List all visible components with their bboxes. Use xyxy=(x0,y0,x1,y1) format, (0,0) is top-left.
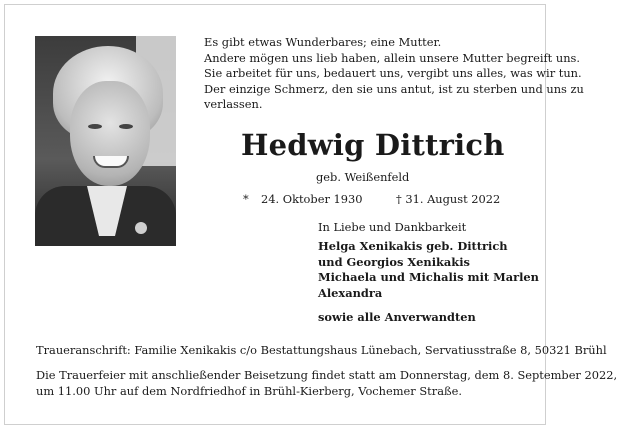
poem-line: Der einzige Schmerz, den sie uns antut, ist zu sterben und uns zu xyxy=(204,81,584,96)
birth-date xyxy=(243,192,363,208)
maiden-name: geb. Weißenfeld xyxy=(316,170,410,184)
funeral-info xyxy=(36,368,617,399)
death-date-text: 31. August 2022 xyxy=(405,192,501,206)
poem-line: Andere mögen uns lieb haben, allein unsere Mutter begreift uns. xyxy=(204,50,581,65)
family-line: Helga Xenikakis geb. Dittrich xyxy=(318,239,508,253)
family-list xyxy=(318,239,539,301)
poem-line: Es gibt etwas Wunderbares; eine Mutter. xyxy=(204,35,442,49)
poem xyxy=(204,35,584,113)
family-line: Alexandra xyxy=(318,285,383,300)
deceased-name: Hedwig Dittrich xyxy=(241,128,505,162)
love-line: In Liebe und Dankbarkeit xyxy=(318,220,467,234)
poem-line: verlassen. xyxy=(204,97,263,111)
funeral-line: um 11.00 Uhr auf dem Nordfriedhof in Brühl-Kierberg, Vochemer Straße. xyxy=(36,383,462,398)
portrait-photo xyxy=(35,36,176,242)
death-cross-icon: † xyxy=(396,192,402,206)
funeral-line: Die Trauerfeier mit anschließender Beisetzung findet statt am Donnerstag, dem 8. September 2022, xyxy=(36,368,617,382)
birth-star-icon: * xyxy=(243,192,249,206)
family-line: Michaela und Michalis mit Marlen xyxy=(318,270,539,284)
poem-line: Sie arbeitet für uns, bedauert uns, vergibt uns alles, was wir tun. xyxy=(204,66,582,80)
family-line: und Georgios Xenikakis xyxy=(318,254,470,269)
mourning-address: Traueranschrift: Familie Xenikakis c/o Bestattungshaus Lünebach, Servatiusstraße 8, 50321 Brühl xyxy=(36,343,607,357)
birth-date-text: 24. Oktober 1930 xyxy=(261,192,363,206)
relatives-line: sowie alle Anverwandten xyxy=(318,310,476,324)
death-date xyxy=(396,192,500,208)
